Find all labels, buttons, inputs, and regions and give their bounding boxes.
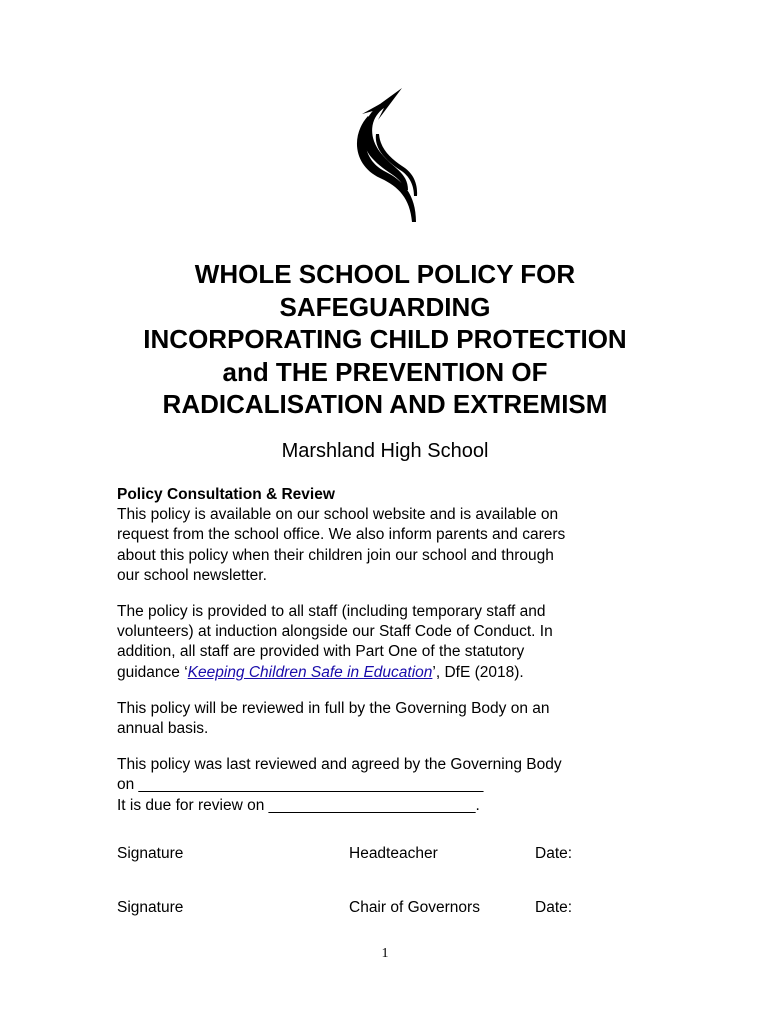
text-line: This policy was last reviewed and agreed by the Governing Body [117,756,562,774]
title-line: RADICALISATION AND EXTREMISM [162,389,608,419]
title-line: and THE PREVENTION OF [222,356,548,387]
text-line: about this policy when their children join our school and through [117,546,554,564]
staff-paragraph [117,602,657,683]
kcsie-link[interactable]: Keeping Children Safe in Education [187,663,433,681]
signature-role: Chair of Governors [349,899,480,916]
guidance-suffix: ’, DfE (2018). [432,663,524,681]
review-paragraph [117,699,657,739]
section-heading: Policy Consultation & Review [117,486,335,503]
agreement-paragraph [117,755,657,816]
title-line: SAFEGUARDING [279,291,491,322]
title-line: INCORPORATING CHILD PROTECTION [143,324,627,354]
signature-role: Headteacher [349,845,438,862]
text-line: addition, all staff are provided with Part One of the statutory [117,643,525,661]
text-line: annual basis. [117,720,209,738]
policy-title [0,258,770,421]
text-line: our school newsletter. [117,566,267,584]
date-label: Date: [535,899,573,916]
text-line: The policy is provided to all staff (including temporary staff and [117,603,546,621]
school-name: Marshland High School [281,440,489,462]
title-line: WHOLE SCHOOL POLICY FOR [194,259,576,289]
text-line: It is due for review on ________________________. [117,796,480,814]
page-number: 1 [381,946,389,961]
policy-body [117,485,657,832]
heron-logo-icon [340,86,435,226]
text-line: on ________________________________________ [117,776,484,794]
text-line [117,664,524,681]
text-line: This policy will be reviewed in full by the Governing Body on an [117,699,550,717]
text-line: This policy is available on our school website and is available on [117,506,559,524]
text-line: volunteers) at induction alongside our Staff Code of Conduct. In [117,623,553,641]
signature-label: Signature [117,845,184,862]
guidance-prefix: guidance ‘ [117,663,188,681]
text-line: request from the school office. We also inform parents and carers [117,526,566,544]
signature-label: Signature [117,899,184,916]
date-label: Date: [535,845,573,862]
consultation-paragraph [117,485,657,586]
